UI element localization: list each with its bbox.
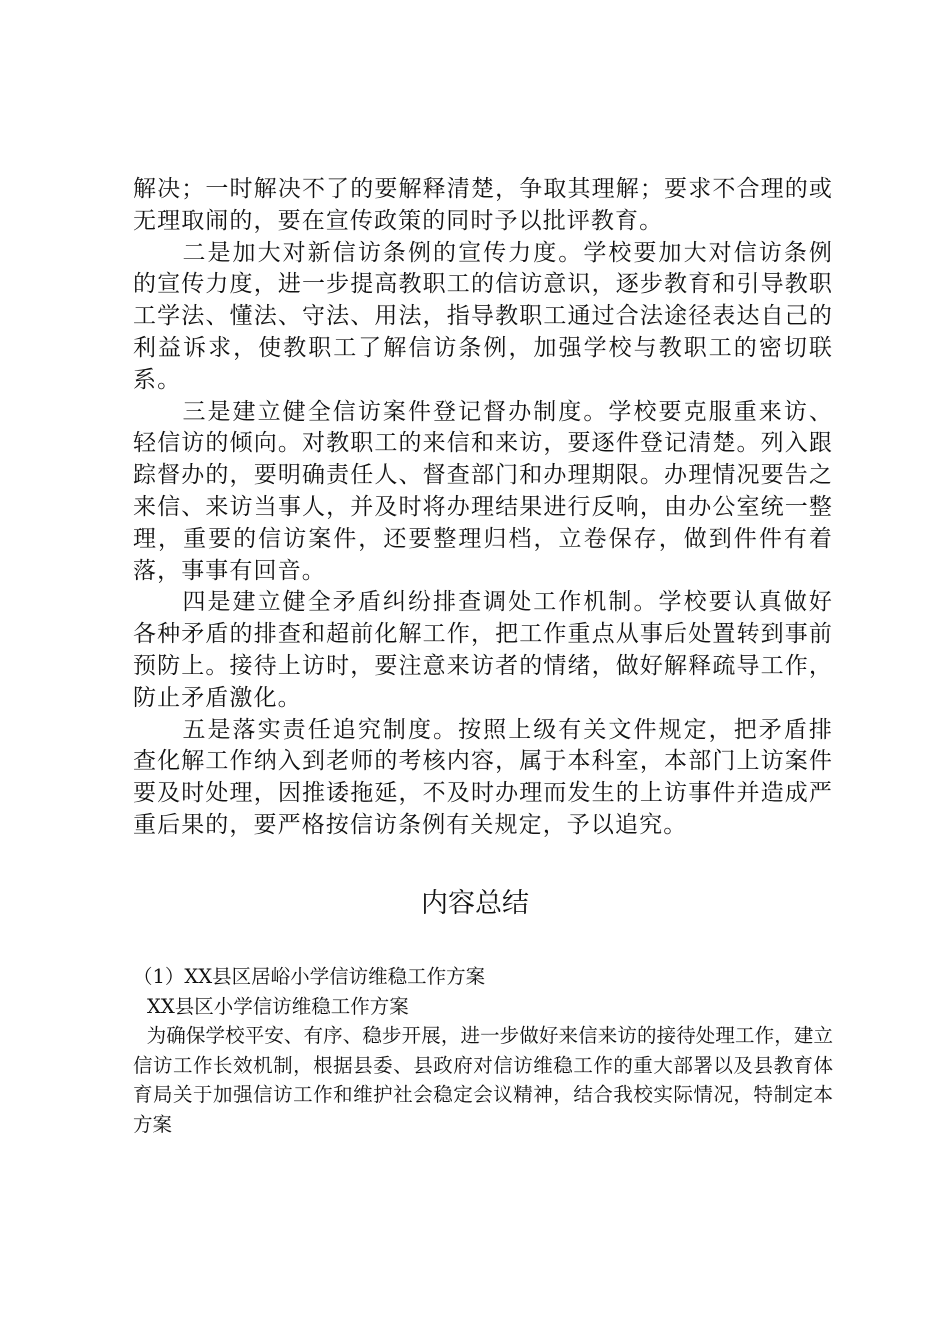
body-paragraph-4: 四是建立健全矛盾纠纷排查调处工作机制。学校要认真做好各种矛盾的排查和超前化解工作，把工作重点从事后处置转到事前预防上。接待上访时，要注意来访者的情绪，做好解释疏导工作，防止矛盾激化。: [133, 589, 833, 711]
body-paragraph-5: 五是落实责任追究制度。按照上级有关文件规定，把矛盾排查化解工作纳入到老师的考核内容，属于本科室，本部门上访案件要及时处理，因推诿拖延，不及时办理而发生的上访事件并造成严重后果的，要严格按信访条例有关规定，予以追究。: [133, 716, 833, 838]
summary-section: [133, 962, 833, 1139]
summary-paragraph: 为确保学校平安、有序、稳步开展，进一步做好来信来访的接待处理工作，建立信访工作长效机制，根据县委、县政府对信访维稳工作的重大部署以及县教育体育局关于加强信访工作和维护社会稳定会议精神，结合我校实际情况，特制定本方案: [133, 1024, 833, 1136]
summary-title: 内容总结: [421, 888, 529, 919]
document-body: [133, 174, 833, 842]
summary-subheading: XX县区小学信访维稳工作方案: [147, 994, 409, 1018]
body-paragraph-2: 二是加大对新信访条例的宣传力度。学校要加大对信访条例的宣传力度，进一步提高教职工的信访意识，逐步教育和引导教职工学法、懂法、守法、用法，指导教职工通过合法途径表达自己的利益诉求，使教职工了解信访条例，加强学校与教职工的密切联系。: [133, 239, 833, 393]
body-paragraph-3: 三是建立健全信访案件登记督办制度。学校要克服重来访、轻信访的倾向。对教职工的来信和来访，要逐件登记清楚。列入跟踪督办的，要明确责任人、督查部门和办理期限。办理情况要告之来信、来访当事人，并及时将办理结果进行反响，由办公室统一整理，重要的信访案件，还要整理归档，立卷保存，做到件件有着落，事事有回音。: [133, 398, 833, 584]
body-paragraph-1: 解决；一时解决不了的要解释清楚，争取其理解；要求不合理的或无理取闹的，要在宣传政策的同时予以批评教育。: [133, 176, 833, 234]
summary-item-heading: （1）XX县区居峪小学信访维稳工作方案: [133, 965, 486, 988]
